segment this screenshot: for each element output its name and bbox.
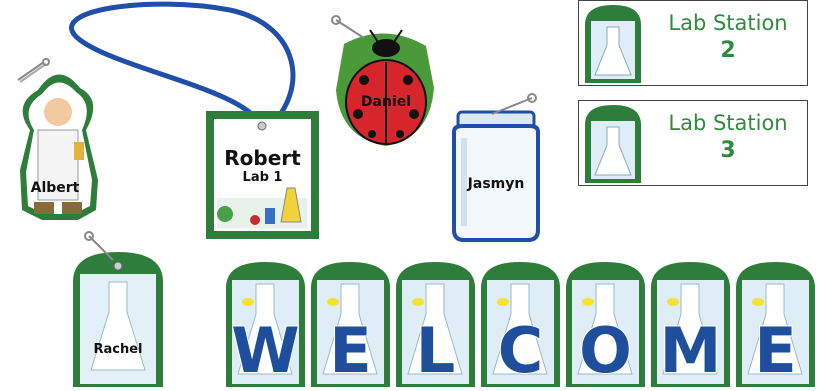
station-2-number: 2 [720,38,736,63]
station-3-label: Lab Station [668,111,788,135]
welcome-tile [226,262,305,387]
lab-station-card-2 [578,0,808,86]
daniel-badge [330,18,440,148]
rachel-name: Rachel [93,342,143,357]
welcome-letter: C [497,314,544,387]
albert-badge [8,60,108,228]
robert-lab: Lab 1 [242,170,283,185]
safety-pin-icon [14,56,50,84]
welcome-tile [566,262,645,387]
scientist-figure-icon [8,60,108,228]
welcome-letter: W [231,314,300,387]
welcome-tile [651,262,730,387]
jar-icon [448,108,544,242]
welcome-letter: E [329,314,372,387]
welcome-tile [311,262,390,387]
rachel-badge-frame [73,252,163,387]
station-3-number: 3 [720,138,736,163]
lab-flask-icon [585,5,641,83]
safety-pin-icon [330,14,370,44]
lab-station-card-3 [578,100,808,186]
albert-name: Albert [30,180,80,196]
jasmyn-badge [448,108,544,242]
welcome-tile [396,262,475,387]
lab-flask-icon [585,105,641,183]
welcome-letter: M [659,314,722,387]
welcome-letter: O [579,314,632,387]
safety-pin-icon [488,90,538,120]
welcome-letter: E [754,314,797,387]
robert-badge [205,110,320,240]
welcome-letter: L [415,314,456,387]
rachel-badge [73,252,163,387]
robert-name: Robert [224,146,301,170]
welcome-tile [736,262,815,387]
jasmyn-name: Jasmyn [467,176,525,192]
station-2-label: Lab Station [668,11,788,35]
daniel-name: Daniel [360,94,412,110]
safety-pin-icon [83,230,123,264]
welcome-tile [481,262,560,387]
